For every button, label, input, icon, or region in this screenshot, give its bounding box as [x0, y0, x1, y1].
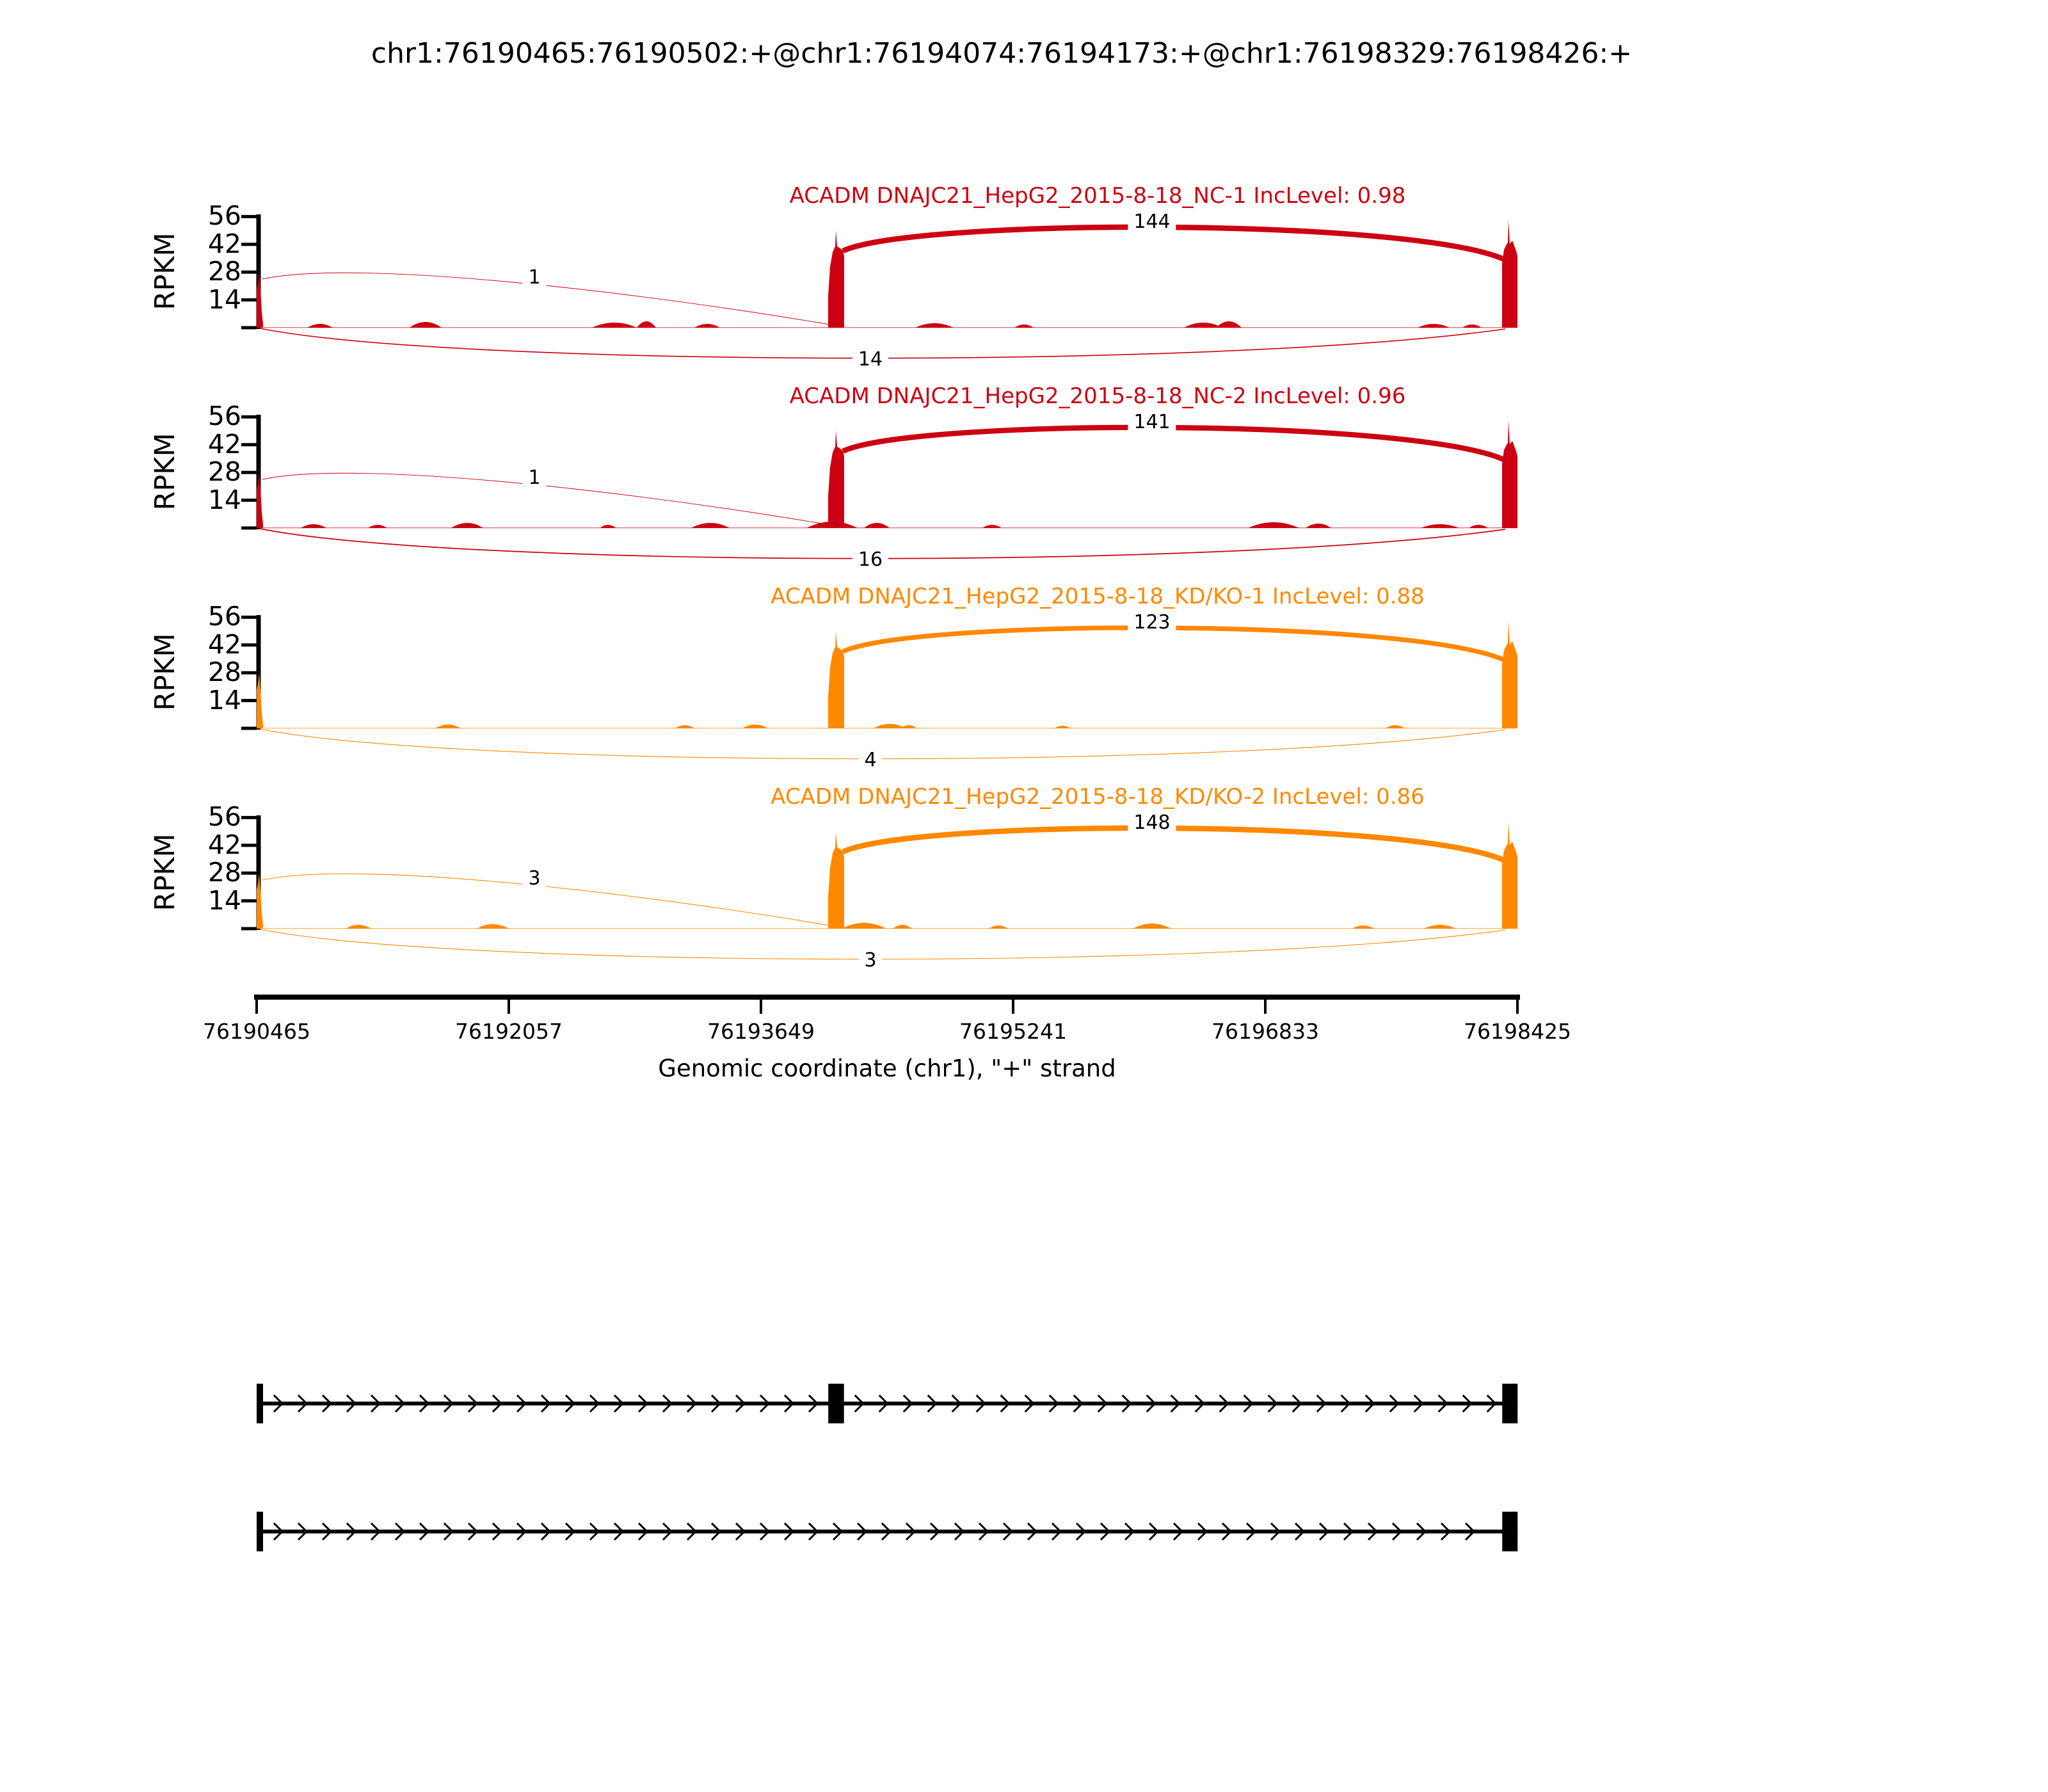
y-tick-mark	[241, 415, 257, 419]
y-tick-mark	[241, 243, 257, 246]
transcript-exon	[1502, 1384, 1517, 1423]
coverage-bump	[1306, 524, 1331, 528]
target-exon-coverage	[828, 431, 844, 528]
junction-count-label: 141	[1128, 411, 1176, 434]
coverage-bump	[742, 724, 768, 728]
coverage-bump	[435, 724, 461, 728]
target-exon-coverage	[828, 230, 844, 328]
track-title: ACADM DNAJC21_HepG2_2015-8-18_KD/KO-1 IncLevel: 0.88	[771, 584, 1425, 609]
junction-count-label: 144	[1128, 211, 1176, 234]
y-tick-label: 56	[207, 200, 241, 232]
y-tick-mark	[241, 298, 257, 301]
coverage-bump	[1352, 925, 1375, 929]
track-title: ACADM DNAJC21_HepG2_2015-8-18_NC-2 IncLevel: 0.96	[789, 383, 1406, 409]
junction-count-label: 1	[522, 467, 546, 490]
junction-count-label: 123	[1128, 611, 1176, 634]
downstream-exon-coverage	[1502, 621, 1517, 728]
coverage-bump	[1418, 324, 1450, 328]
coverage-bump	[1469, 525, 1488, 528]
y-tick-mark	[241, 471, 257, 474]
coverage-bump	[901, 725, 917, 728]
coverage-bump	[982, 525, 1002, 528]
downstream-exon-coverage	[1502, 420, 1517, 528]
x-tick-mark	[1516, 1000, 1519, 1014]
junction-count-label: 1	[522, 266, 546, 289]
y-tick-label: 14	[207, 484, 241, 515]
coverage-bump	[1133, 924, 1171, 929]
y-tick-label: 28	[207, 857, 241, 888]
coverage-bump	[1462, 324, 1482, 328]
y-axis-label: RPKM	[149, 833, 181, 911]
y-tick-label: 56	[207, 801, 241, 833]
y-tick-mark	[241, 816, 257, 819]
x-tick-label: 76196833	[1212, 1019, 1319, 1044]
x-tick-mark	[760, 1000, 762, 1014]
coverage-bump	[637, 321, 656, 328]
transcript-exon	[257, 1384, 263, 1423]
x-tick-label: 76198425	[1464, 1019, 1571, 1044]
y-tick-mark	[241, 899, 257, 902]
y-tick-label: 42	[207, 228, 241, 259]
coverage-bump	[451, 523, 483, 528]
track-3-plot	[0, 572, 1600, 783]
coverage-baseline	[257, 327, 1517, 328]
transcript-exon	[257, 1512, 263, 1551]
y-axis-label: RPKM	[149, 633, 181, 711]
coverage-bump	[1421, 524, 1459, 528]
x-tick-mark	[255, 1000, 258, 1014]
coverage-bump	[1184, 323, 1222, 328]
y-tick-label: 28	[207, 657, 241, 688]
y-tick-label: 56	[207, 401, 241, 432]
target-exon-coverage	[828, 631, 844, 728]
y-tick-mark	[241, 727, 257, 730]
track-title: ACADM DNAJC21_HepG2_2015-8-18_KD/KO-2 IncLevel: 0.86	[771, 784, 1425, 810]
y-tick-label: 14	[207, 884, 241, 916]
x-tick-label: 76195241	[959, 1019, 1067, 1044]
coverage-bump	[694, 324, 720, 328]
transcript-diagrams	[0, 1357, 1600, 1574]
junction-count-label: 4	[858, 749, 882, 772]
x-axis-line	[254, 995, 1520, 1000]
y-axis-label: RPKM	[149, 433, 181, 511]
y-tick-label: 56	[207, 601, 241, 632]
coverage-bump	[592, 323, 637, 328]
junction-count-label: 14	[852, 348, 888, 371]
y-tick-label: 28	[207, 256, 241, 287]
track-4-plot	[0, 772, 1600, 983]
coverage-bump	[915, 323, 954, 328]
y-tick-mark	[241, 443, 257, 446]
coverage-bump	[368, 525, 387, 528]
coverage-bump	[989, 925, 1008, 929]
y-tick-label: 42	[207, 829, 241, 860]
coverage-bump	[410, 322, 442, 328]
y-tick-mark	[241, 927, 257, 931]
coverage-bump	[893, 925, 912, 929]
y-tick-mark	[241, 616, 257, 619]
x-axis-title: Genomic coordinate (chr1), "+" strand	[658, 1055, 1116, 1082]
x-tick-mark	[1264, 1000, 1267, 1014]
x-tick-mark	[508, 1000, 510, 1014]
x-tick-label: 76190465	[203, 1019, 310, 1044]
x-axis	[0, 986, 1600, 1024]
downstream-exon-coverage	[1502, 220, 1517, 328]
coverage-bump	[600, 525, 616, 528]
y-tick-label: 14	[207, 284, 241, 315]
track-2-plot	[0, 371, 1600, 582]
x-tick-mark	[1012, 1000, 1014, 1014]
coverage-bump	[691, 523, 730, 528]
y-tick-mark	[241, 215, 257, 218]
y-axis-label: RPKM	[149, 232, 181, 310]
junction-count-label: 3	[522, 867, 546, 890]
y-tick-mark	[241, 844, 257, 847]
y-tick-mark	[241, 499, 257, 502]
coverage-bump	[842, 923, 886, 929]
coverage-bump	[1424, 925, 1456, 929]
downstream-exon-coverage	[1502, 821, 1517, 929]
y-tick-mark	[241, 872, 257, 875]
coverage-bump	[1216, 321, 1242, 328]
target-exon-coverage	[828, 831, 844, 929]
coverage-bump	[346, 925, 371, 929]
y-tick-mark	[241, 643, 257, 646]
coverage-bump	[307, 324, 333, 328]
y-tick-mark	[241, 527, 257, 530]
y-tick-label: 42	[207, 628, 241, 660]
coverage-bump	[864, 523, 890, 528]
junction-count-label: 3	[858, 949, 882, 972]
transcript-exon	[1502, 1512, 1517, 1551]
junction-arc-upstream-downstream	[260, 729, 1505, 759]
x-tick-label: 76193649	[707, 1019, 815, 1044]
y-tick-label: 14	[207, 684, 241, 716]
coverage-bump	[675, 725, 694, 728]
coverage-bump	[1014, 324, 1034, 328]
y-tick-label: 42	[207, 428, 241, 460]
y-tick-label: 28	[207, 456, 241, 488]
coverage-baseline	[257, 928, 1517, 929]
y-tick-mark	[241, 671, 257, 675]
track-1-plot	[0, 171, 1600, 382]
figure-title: chr1:76190465:76190502:+@chr1:76194074:76194173:+@chr1:76198329:76198426:+	[371, 37, 1633, 70]
coverage-bump	[1055, 726, 1071, 728]
coverage-bump	[1248, 522, 1299, 528]
junction-arc-upstream-downstream	[260, 929, 1505, 959]
y-tick-mark	[241, 271, 257, 274]
coverage-bump	[477, 924, 509, 929]
coverage-bump	[301, 524, 326, 528]
track-title: ACADM DNAJC21_HepG2_2015-8-18_NC-1 IncLevel: 0.98	[789, 183, 1406, 209]
x-tick-label: 76192057	[455, 1019, 563, 1044]
coverage-bump	[1386, 725, 1405, 728]
y-tick-mark	[241, 699, 257, 702]
coverage-bump	[874, 724, 906, 728]
junction-count-label: 16	[852, 548, 888, 572]
junction-count-label: 148	[1128, 812, 1176, 835]
y-tick-mark	[241, 326, 257, 330]
transcript-exon	[828, 1384, 844, 1423]
